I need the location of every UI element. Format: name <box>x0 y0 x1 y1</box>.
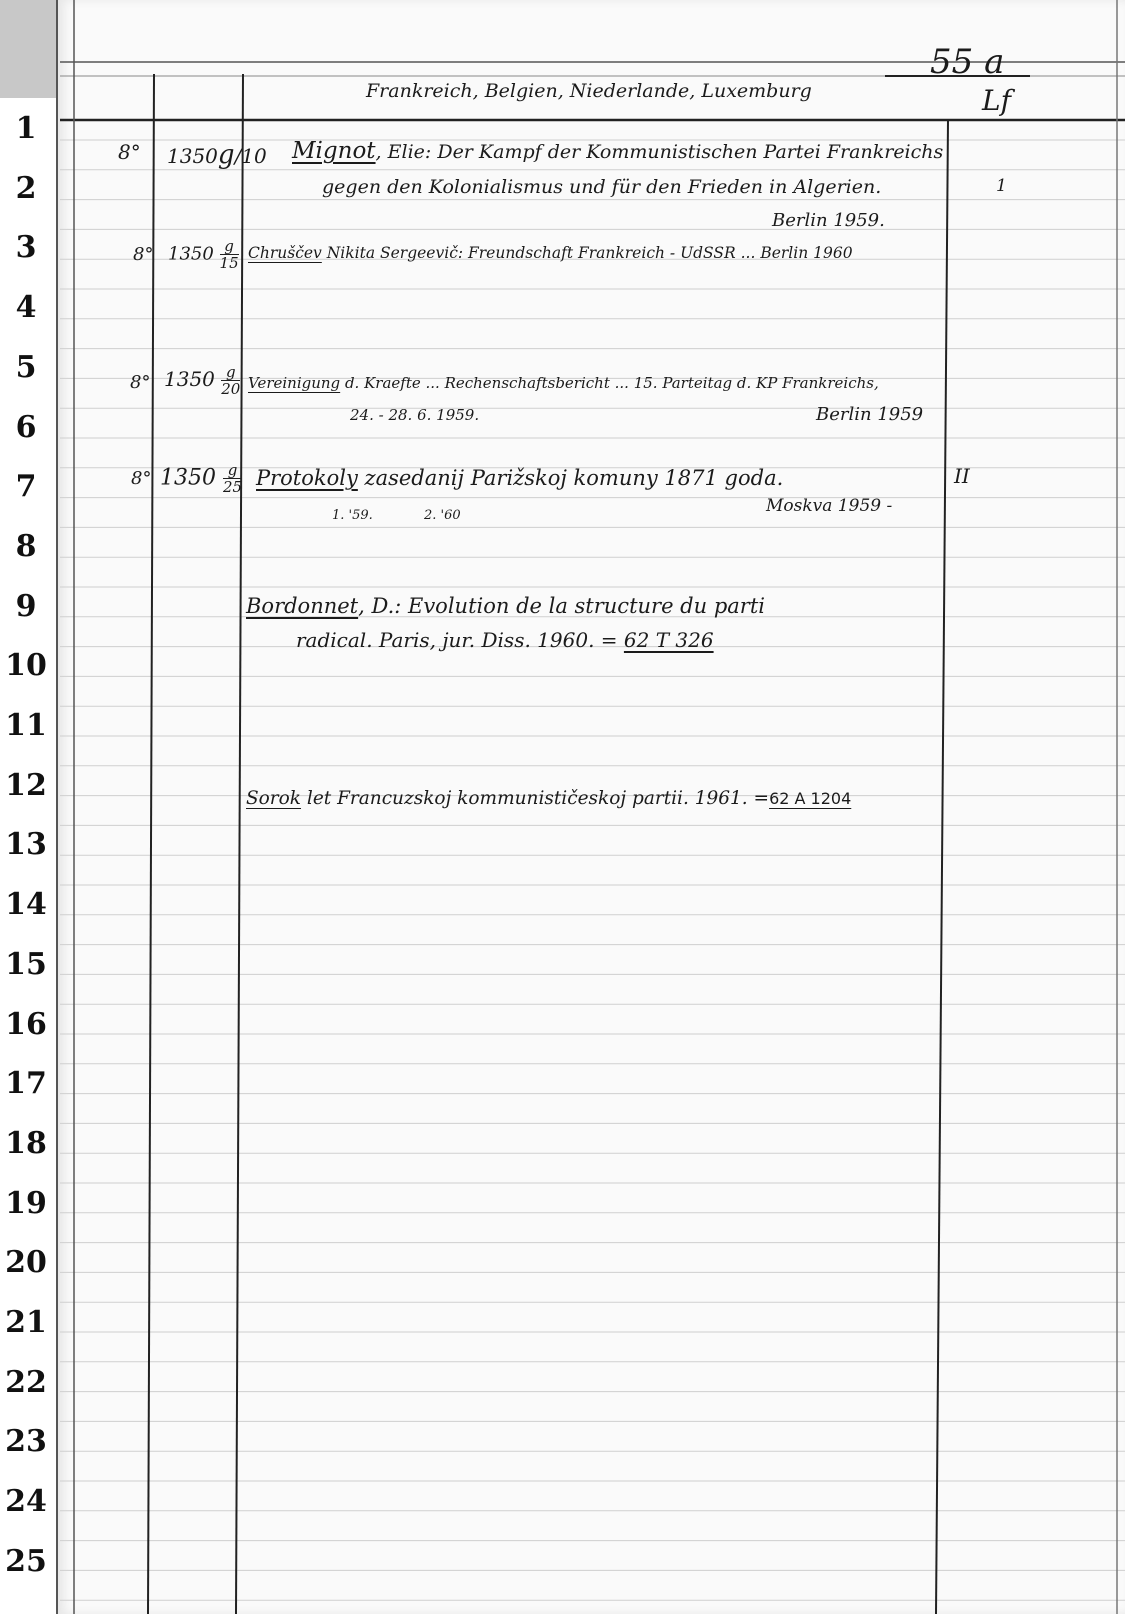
imprint: Moskva 1959 - <box>766 496 893 516</box>
row-number: 24 <box>5 1484 47 1520</box>
volume-2: 2. '60 <box>424 508 461 523</box>
title: , D.: Evolution de la structure du parti <box>358 594 765 618</box>
page-header: Frankreich, Belgien, Niederlande, Luxemburg <box>366 80 812 102</box>
shelfmark-main: 1350 <box>160 465 216 491</box>
author: Chruščev <box>248 244 322 262</box>
shelfmark-main: 1350 <box>168 243 214 265</box>
shelfmark-letter: g <box>220 238 239 255</box>
title: , Elie: Der Kampf der Kommunistischen Partei Frankreichs <box>375 141 944 163</box>
copy-count: 1 <box>996 176 1007 196</box>
row-number: 14 <box>5 887 47 923</box>
row-number: 6 <box>15 409 37 445</box>
reference: 62 T 326 <box>623 628 714 652</box>
corner-sub: Lf <box>982 84 1011 117</box>
shelfmark-fraction <box>221 364 240 397</box>
entry-line-1 <box>248 374 879 392</box>
row-number: 25 <box>5 1543 47 1579</box>
row-number: 16 <box>5 1006 47 1042</box>
volume-1: 1. '59. <box>332 508 373 523</box>
row-number: 10 <box>5 648 47 684</box>
column-rule <box>236 74 243 1614</box>
row-number: 17 <box>5 1066 47 1102</box>
shelfmark-letter: g <box>217 140 235 170</box>
row-number: 20 <box>5 1245 47 1281</box>
row-number: 18 <box>5 1125 47 1161</box>
shelfmark-number: 15 <box>219 254 239 272</box>
row-number: 19 <box>5 1185 47 1221</box>
shelfmark-number: 10 <box>241 144 267 168</box>
copy-count: II <box>954 464 970 488</box>
entry-line-1 <box>292 138 943 164</box>
shelfmark <box>168 238 239 271</box>
author: Protokoly <box>256 466 358 490</box>
shelfmark-letter: g <box>223 462 242 479</box>
row-number: 2 <box>15 170 37 206</box>
format: 8° <box>130 372 151 393</box>
row-number: 5 <box>15 349 37 385</box>
shelfmark-main: 1350 <box>167 144 218 168</box>
dates: 24. - 28. 6. 1959. <box>350 406 480 424</box>
column-rule <box>936 120 948 1614</box>
entry-line-1 <box>246 788 851 809</box>
shelfmark-fraction <box>220 238 239 271</box>
reference: 62 A 1204 <box>769 789 852 808</box>
format: 8° <box>131 468 152 489</box>
imprint: Berlin 1959 <box>816 404 924 425</box>
shelfmark-fraction <box>223 462 242 495</box>
author: Vereinigung <box>248 374 341 392</box>
row-number: 22 <box>5 1364 47 1400</box>
shelfmark-number: 20 <box>221 380 241 398</box>
row-number: 13 <box>5 827 47 863</box>
author: Mignot <box>292 138 376 164</box>
author: Sorok <box>246 788 302 809</box>
format: 8° <box>133 244 154 265</box>
shelfmark-number: 25 <box>223 478 243 496</box>
corner-number: 55 a <box>930 42 1005 82</box>
title: zasedanij Parižskoj komuny 1871 goda. <box>357 466 784 490</box>
row-number: 4 <box>15 290 37 326</box>
shelfmark <box>164 364 240 397</box>
shelfmark-main: 1350 <box>164 367 215 391</box>
row-number: 23 <box>5 1424 47 1460</box>
column-rule <box>148 74 154 1614</box>
row-number: 3 <box>15 230 37 266</box>
title: d. Kraefte ... Rechenschaftsbericht ... 15. Parteitag d. KP Frankreichs, <box>340 374 879 392</box>
row-number: 8 <box>15 528 37 564</box>
row-number: 11 <box>5 708 47 743</box>
row-number: 21 <box>5 1305 47 1340</box>
format: 8° <box>118 140 141 164</box>
entry-line-2: gegen den Kolonialismus und für den Frieden in Algerien. <box>322 176 882 198</box>
row-number: 12 <box>5 767 47 803</box>
entry-line-1 <box>256 466 783 490</box>
author: Bordonnet <box>246 594 359 618</box>
shelfmark-letter: g <box>221 364 240 381</box>
shelfmark: 1350g/10 <box>167 140 267 170</box>
entry-line-1 <box>248 244 853 262</box>
imprint: Berlin 1959. <box>772 210 885 231</box>
title: let Francuzskoj kommunističeskoj partii. 1961. = <box>301 788 770 809</box>
row-number: 15 <box>5 946 47 982</box>
row-number: 9 <box>15 588 37 624</box>
entry-line-2 <box>296 628 714 652</box>
row-number: 1 <box>15 111 37 146</box>
entry-line-1 <box>246 594 765 618</box>
title-cont: radical. Paris, jur. Diss. 1960. = <box>296 628 618 652</box>
shelfmark <box>160 462 242 495</box>
title: Nikita Sergeevič: Freundschaft Frankreich - UdSSR ... Berlin 1960 <box>321 244 853 262</box>
row-number: 7 <box>15 469 37 505</box>
